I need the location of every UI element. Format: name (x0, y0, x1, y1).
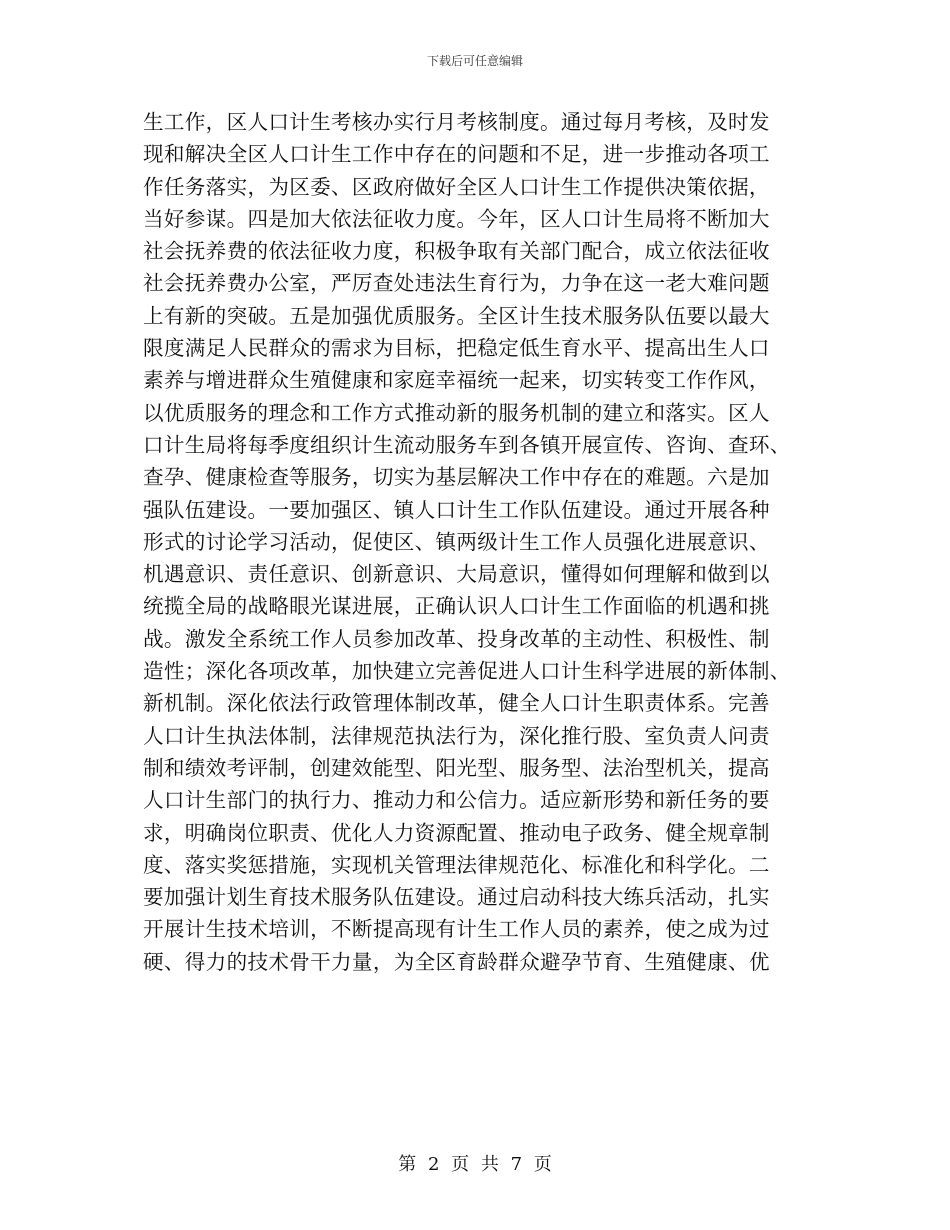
text-line: 社会抚养费办公室，严厉查处违法生育行为，力争在这一老大难问题 (143, 271, 770, 296)
text-line: 生工作，区人口计生考核办实行月考核制度。通过每月考核，及时发 (143, 110, 770, 134)
text-line: 人口计生部门的执行力、推动力和公信力。适应新形势和新任务的要 (143, 788, 770, 813)
page-header: 下载后可任意编辑 (426, 54, 523, 68)
text-line: 战。激发全系统工作人员参加改革、投身改革的主动性、积极性、制 (143, 626, 770, 651)
text-line: 硬、得力的技术骨干力量，为全区育龄群众避孕节育、生殖健康、优 (143, 949, 770, 974)
text-line: 统揽全局的战略眼光谋进展，正确认识人口计生工作面临的机遇和挑 (143, 594, 770, 619)
text-line: 造性；深化各项改革，加快建立完善促进人口计生科学进展的新体制、 (143, 659, 791, 684)
text-line: 现和解决全区人口计生工作中存在的问题和不足，进一步推动各项工 (143, 142, 770, 167)
text-line: 素养与增进群众生殖健康和家庭幸福统一起来，切实转变工作作风， (143, 368, 770, 393)
text-line: 求，明确岗位职责、优化人力资源配置、推动电子政务、健全规章制 (143, 820, 770, 845)
text-line: 机遇意识、责任意识、创新意识、大局意识，懂得如何理解和做到以 (143, 562, 770, 587)
text-line: 开展计生技术培训，不断提高现有计生工作人员的素养，使之成为过 (143, 917, 770, 942)
text-line: 作任务落实，为区委、区政府做好全区人口计生工作提供决策依据， (143, 174, 770, 199)
text-line: 社会抚养费的依法征收力度，积极争取有关部门配合，成立依法征收 (143, 239, 770, 264)
text-line: 新机制。深化依法行政管理体制改革，健全人口计生职责体系。完善 (143, 691, 770, 716)
document-body (143, 106, 809, 978)
text-line: 制和绩效考评制，创建效能型、阳光型、服务型、法治型机关，提高 (143, 755, 770, 780)
text-line: 查孕、健康检查等服务，切实为基层解决工作中存在的难题。六是加 (143, 465, 770, 490)
text-line: 要加强计划生育技术服务队伍建设。通过启动科技大练兵活动，扎实 (143, 885, 770, 910)
text-line: 当好参谋。四是加大依法征收力度。今年，区人口计生局将不断加大 (143, 206, 770, 231)
text-line: 强队伍建设。一要加强区、镇人口计生工作队伍建设。通过开展各种 (143, 497, 770, 522)
text-line: 限度满足人民群众的需求为目标，把稳定低生育水平、提高出生人口 (143, 336, 770, 361)
text-line: 人口计生执法体制，法律规范执法行为，深化推行股、室负责人问责 (143, 723, 770, 748)
text-line: 上有新的突破。五是加强优质服务。全区计生技术服务队伍要以最大 (143, 303, 770, 328)
page-number-footer: 第 2 页 共 7 页 (398, 1154, 552, 1175)
text-line: 以优质服务的理念和工作方式推动新的服务机制的建立和落实。区人 (143, 400, 770, 425)
text-line: 度、落实奖惩措施，实现机关管理法律规范化、标准化和科学化。二 (143, 852, 770, 877)
text-line: 形式的讨论学习活动，促使区、镇两级计生工作人员强化进展意识、 (143, 529, 770, 554)
text-line: 口计生局将每季度组织计生流动服务车到各镇开展宣传、咨询、查环、 (143, 432, 791, 457)
